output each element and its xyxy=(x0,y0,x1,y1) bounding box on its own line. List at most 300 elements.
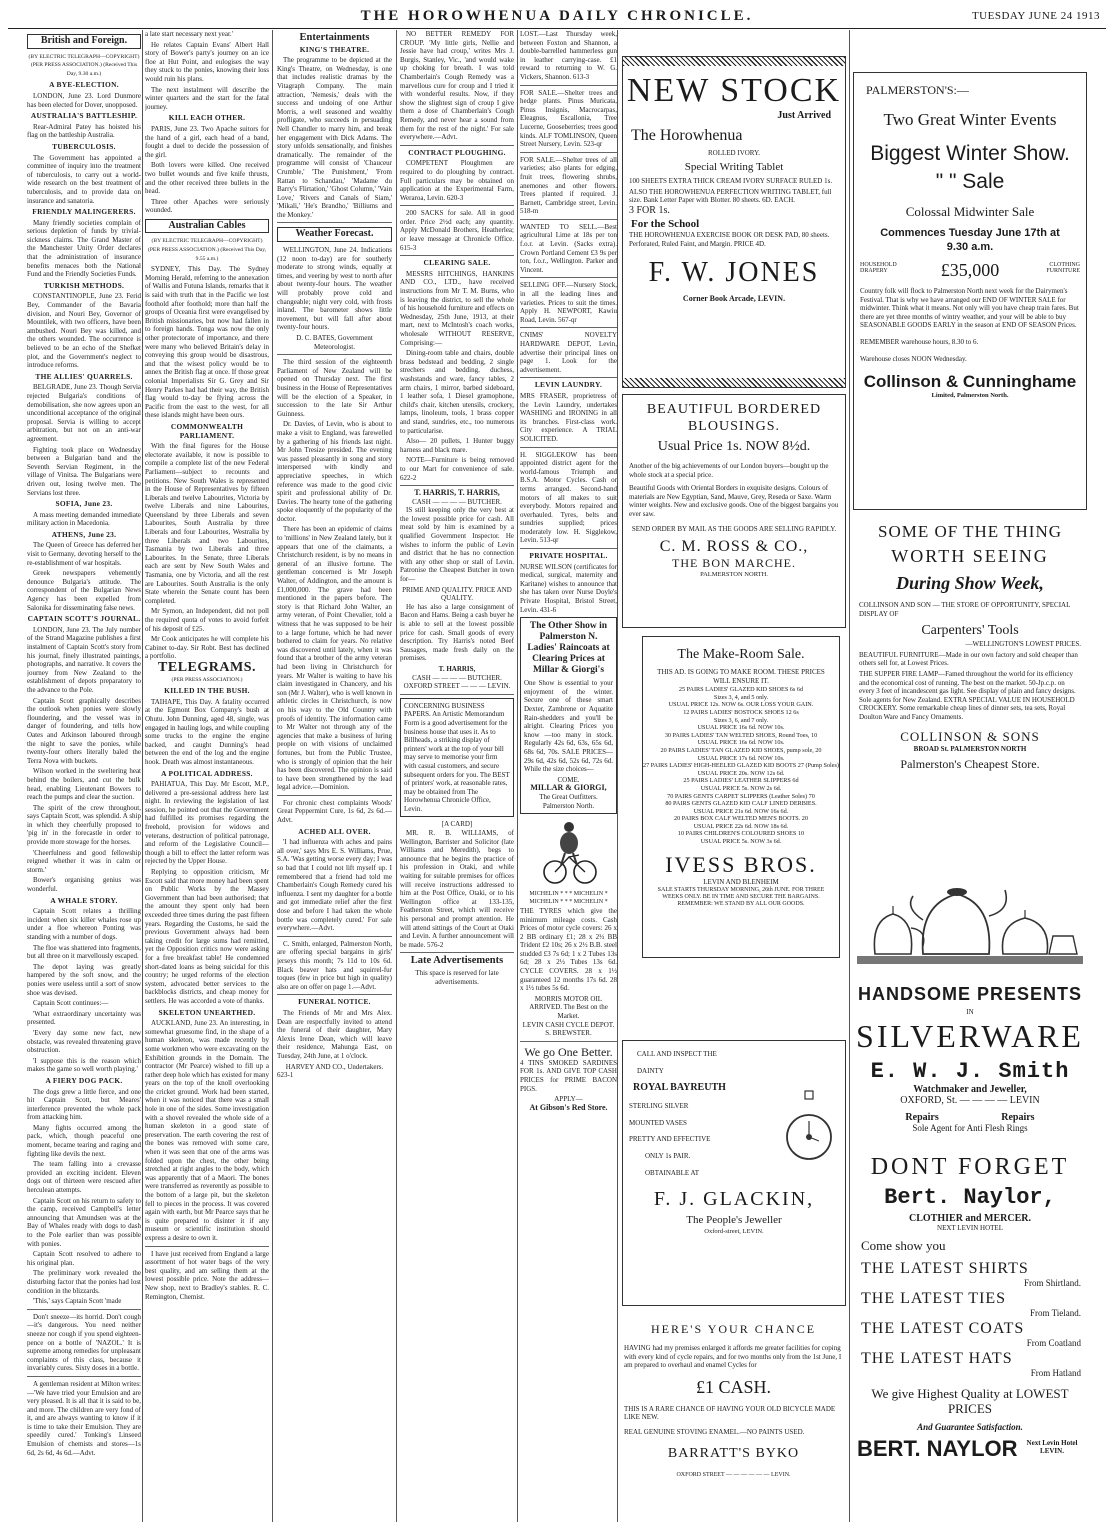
article-subheading: ATHENS, June 23. xyxy=(51,529,117,539)
ad-barratts-byko xyxy=(618,1314,849,1520)
article-paragraph: Fighting took place on Wednesday between a Bulgarian band and the Seventh Servian Regiment, in the village of Vinitsa. The Bulgarians were driven out, losing twelve men. The Servians lost three. xyxy=(27,445,141,497)
column-cables-telegrams xyxy=(145,30,269,1522)
advertisement-woods: For chronic chest complaints Woods' Great Peppermint Cure, 1s 6d, 2s 6d.—Advt. xyxy=(277,798,392,825)
article-paragraph: With the final figures for the House electorate available, it now is possible to compile a complete list of the new Federal Parliament—subject to recounts and petitions. New South Wales is represented in the House of Representatives by fifteen Liberals and twelve Labourites, Victoria by twelve Liberals and nine Labourites, Queensland by three Liberals and seven Labourites, South Australia by three Liberals and four Labourites, Westralia by three Liberals and two Labourites, Tasmania by two Liberals and three Labourites. In the Senate, three Liberals each are sent by New South Wales and Tasmania, one by Victoria, and all the rest are Labourites. South Australia is the only State wherein the Senate count has been completed. xyxy=(145,442,269,605)
printing-advertisement: CONCERNING BUSINESS PAPERS. An Artistic Memorandum Form is a good advertisement for the business house that uses it. As to Billheads, a striking display of printers' work at the top of your bill may serve to memorise your firm with casual customers, and secure subsequent orders for you. The BEST of printers' work, at reasonable rates, may be obtained from The Horowhenua Chronicle Office, Levin. xyxy=(400,698,514,818)
article-paragraph: Many fights occurred among the pack, which, though peaceful one moment, became tearing and raging and fighting like devils the next. xyxy=(27,1123,141,1158)
bicycle-illustration xyxy=(520,817,617,890)
ad-line: Palmerston's Cheapest Store. xyxy=(900,756,1040,771)
ad-line: CLOTHIER and MERCER. xyxy=(909,1213,1031,1224)
section-heading: TELEGRAMS. xyxy=(158,659,256,675)
divider xyxy=(520,219,617,220)
ad-make-room-sale xyxy=(642,636,840,958)
section-heading: Australian Cables xyxy=(145,219,269,234)
ad-subheading: Two Great Winter Events xyxy=(883,110,1057,129)
column-notices xyxy=(520,30,617,1522)
classified-notice: He has also a large consignment of Bacon and Hams. Being a cash buyer he is able to sell at the lowest possible price for cash. Small goods of every description. Try Harris's noted Beef Sausages, made fresh daily on the premises. xyxy=(400,602,514,663)
classified-notice: MRS FRASER, proprietress of the Levin Laundry, undertakes WASHING and IRONING in all its branches. First-class work. City experience. A TRIAL SOLICITED. xyxy=(520,391,617,443)
divider xyxy=(277,354,392,355)
ad-line: MORRIS MOTOR OIL ARRIVED. The Best on the Market. xyxy=(529,994,608,1021)
article-paragraph: Mr Cook anticipates he will complete his Cabinet to-day. Sir Robt. Best has declined a portfolio. xyxy=(145,635,269,661)
column-rule xyxy=(849,30,850,1522)
divider xyxy=(520,548,617,549)
ad-body: SEND ORDER BY MAIL AS THE GOODS ARE SELLING RAPIDLY. xyxy=(631,524,837,533)
ad-heading: The Make-Room Sale. xyxy=(677,647,805,662)
divider xyxy=(520,152,617,153)
price-line: 30 PAIRS LADIES' TAN WELTED SHOES, Round Toes, 10 xyxy=(664,731,818,739)
ad-body: 4 TINS SMOKED SARDINES FOR 1s. AND GIVE TOP CASH PRICES for PRIME BACON PIGS. xyxy=(520,1058,617,1093)
ad-heading: During Show Week, xyxy=(896,573,1044,593)
article-subheading: A BYE-ELECTION. xyxy=(49,80,119,90)
ad-line: Oxford-street, LEVIN. xyxy=(704,1228,764,1236)
article-paragraph: The Government has appointed a committee of inquiry into the treatment of tuberculosis, to carry out a world-wide research on the best treatment of tuberculosis, and to provide data on insurance and sanatoria. xyxy=(27,153,141,205)
ad-line: HOUSEHOLD DRAPERY xyxy=(860,262,897,274)
article-subheading: A WHALE STORY. xyxy=(50,895,118,905)
ad-line: OXFORD, St. — — — — LEVIN xyxy=(900,1095,1040,1106)
price-line: USUAL PRICE 5s. NOW 3s 6d. xyxy=(700,838,782,846)
advertiser-name: BERT. NAYLOR xyxy=(857,1436,1018,1461)
ad-item-source: From Tieland. xyxy=(1029,1308,1081,1318)
article-paragraph: 'What extraordinary uncertainty was presented. xyxy=(27,1009,141,1027)
ad-price: ONLY 1s PAIR. xyxy=(645,1151,691,1160)
ad-body: ALSO THE HOROWHENUA PERFECTION WRITING TABLET, full size. Bank Letter Paper with Blotter. 80 sheets. 6D. EACH. xyxy=(629,187,832,205)
article-subheading: ACHED ALL OVER. xyxy=(298,826,371,836)
ad-line: PRIME AND QUALITY. PRICE AND QUALITY. xyxy=(402,585,512,603)
cable-credit: (PER PRESS ASSOCIATION.) xyxy=(171,676,243,683)
advertisement-remington: I have just received from England a large assortment of hot water bags of the very best quality, and am selling them at the lowest possible price. Note the address—New shop, next to Bradley's stables. R. C. Remington, Chemist. xyxy=(145,1249,269,1301)
ad-heading: HERE'S YOUR CHANCE xyxy=(650,1322,817,1336)
ad-line: PALMERSTON NORTH. xyxy=(700,571,768,579)
article-paragraph: Wilson worked in the sweltering heat behind the boilers, and cut the bulk head, enabling Lieutenant Bowers to reach the pumps and clear the suction. xyxy=(27,767,141,802)
article-paragraph: The depot laying was greatly hampered by the soft snow, and the ponies were useless until a sort of snow shoe was devised. xyxy=(27,962,141,997)
article-paragraph: Greek newspapers vehemently denounce Bulgaria's attitude. The correspondent of the Bulgarian News Agency has been expelled from Salonika for disseminating false news. xyxy=(27,569,141,612)
price-line: Sizes 3, 4, and 5 only. xyxy=(713,693,769,701)
ad-body: 100 SHEETS EXTRA THICK CREAM IVORY SURFACE RULED 1s. xyxy=(629,177,833,185)
article-subheading: COMMONWEALTH PARLIAMENT. xyxy=(170,421,244,440)
ad-body: THE TYRES which give the minimum mileage costs. Cash Prices of motor cycle covers: 26 x 2 BB ordinary £1; 28 x 2½ BB Trident £2 10s; 26 x 2½ B.B. steel studded £3 7s 6d; 1 x 2 Tubes 13s 6d; 28 x 2½ Tubes 13s 6d. CYCLE COVERS. 28 x 1½ guaranteed 12 months 17s 6d. 28 x 1½ tubes 5s 6d. xyxy=(520,906,617,993)
ad-royal-bayreuth xyxy=(622,1040,846,1306)
classified-notice: WANTED TO SELL.—Best agricultural Lime at 18s per ton f.o.r. at Levin. (Sacks extra). Crown Portland Cement £3 9s per ton, f.o.r., Wellington. Parker and Vincent. xyxy=(520,222,617,274)
ad-body: THIS IS A RARE CHANCE OF HAVING YOUR OLD BICYCLE MADE LIKE NEW. xyxy=(624,1404,836,1422)
sale-amount-row xyxy=(854,260,1086,286)
advertiser-name: IVESS BROS. xyxy=(665,851,817,877)
article-paragraph: Captain Scott graphically describes the outlook when ponies were slowly floundering, and the vessel was in danger of foundering, and tells how Oates and Atkinson laboured through the night to save the ponies, while twenty-four others literally baled the Terra Nova with buckets. xyxy=(27,696,141,765)
ad-subheading: Biggest Winter Show. xyxy=(870,142,1070,165)
classified-notice: MESSRS HITCHINGS, HANKINS AND CO., LTD., have received instructions from Mr T. M. Burns, who is leaving the district, to sell the whole of his household furniture and effects on Wednesday, 25th June, 1913, at their mart, next to McIntosh's coach works, wholesale WITHOUT RESERVE, Comprising:— xyxy=(400,269,514,347)
article-subheading: THE ALLIES' QUARRELS. xyxy=(35,371,133,381)
ad-item: THE LATEST SHIRTS xyxy=(861,1260,1029,1277)
article-subheading: TURKISH METHODS. xyxy=(43,280,125,290)
ad-body: Warehouse closes NOON Wednesday. xyxy=(860,354,967,363)
article-paragraph: a late start necessary next year.' xyxy=(145,30,233,38)
price-line: 70 PAIRS GENTS CARPET SLIPPERS (Leather Soles) 70 xyxy=(667,792,815,800)
article-paragraph: PARIS, June 23. Two Apache suitors for the hand of a girl, each head of a band, fought a duel to decide the possession of the girl. xyxy=(145,124,269,159)
advertiser-name: BARRATT'S BYKO xyxy=(667,1445,800,1461)
price-line: USUAL PRICE 16s 6d. NOW 10s. xyxy=(697,739,785,747)
ad-line: Come show you xyxy=(861,1238,946,1253)
column-british-foreign xyxy=(27,30,141,1522)
classified-notice: Also— 20 pullets, 1 Hunter buggy harness and black mare. xyxy=(400,437,514,454)
ad-blousings xyxy=(622,394,846,628)
classified-notice: SELLING OFF.—Nursery Stock, in all the leading lines and varieties. Prices to suit the times. Apply H. NEWPORT, Kawiu Road, Levin. 567-qr xyxy=(520,281,617,324)
column-classifieds xyxy=(400,30,514,1522)
ad-line: The Great Outfitters. xyxy=(539,792,598,801)
ad-subheading: Colossal Midwinter Sale xyxy=(905,204,1035,219)
newspaper-title: THE HOROWHENUA DAILY CHRONICLE. xyxy=(360,8,754,24)
price-line: 20 PAIRS LADIES' TAN GLAZED KID SHOES, pump sole, 20 xyxy=(660,746,822,754)
article-paragraph: Captain Scott relates a thrilling incident when six killer whales rose up under a floe whereon Ponting was standing with a number of dogs. xyxy=(27,907,141,941)
section-heading: Weather Forecast. xyxy=(277,227,392,242)
divider xyxy=(277,222,392,223)
article-paragraph: The spirit of the crew throughout, says Captain Scott, was splendid. A ship in which they cheerfully proposed to 'pig in' in the forecastle in order to provide more stowage for the horses. xyxy=(27,803,141,847)
ad-body: We give Highest Quality at LOWEST PRICES xyxy=(871,1386,1069,1416)
price-line: 12 PAIRS LADIES' BOSTOCK SHOES 12 6s xyxy=(683,708,799,716)
silverware-illustration xyxy=(853,850,1087,978)
price-line: USUAL PRICE 21s 6d. NOW 16s 6d. xyxy=(693,807,789,815)
advertiser-name: T. HARRIS, T. HARRIS, xyxy=(414,488,500,498)
advertiser-name: T. HARRIS, xyxy=(438,664,476,673)
price-line: USUAL PRICE 5s. NOW 2s 6d. xyxy=(700,784,782,792)
ad-body: One Show is essential to your enjoyment of the winter. Secure one of these smart Dexter, Zambrene or Aquatite Rain-shedders and you'll be alright. Clearing Prices you know —too many in stock. Regularly 42s 6d, 63s, 65s 6d, 68s 6d, 70s. SALE PRICES—29s 6d, 42s 6d, 52s 6d, 72s 6d. While the size choices— xyxy=(524,679,613,774)
divider xyxy=(520,85,617,86)
divider xyxy=(520,377,617,378)
ad-subheading: " " Sale xyxy=(935,170,1005,193)
article-paragraph: Mr Symon, an Independent, did not poll the required quota of votes to avoid forfeit of his deposit of £25. xyxy=(145,607,269,633)
ad-item-source: From Hatland xyxy=(1030,1368,1081,1378)
article-paragraph: The dogs grew a little fierce, and one hit Captain Scott, but Meares' interference prevented the whole pack from attacking him. xyxy=(27,1087,141,1122)
signature: D. C. BATES, Government Meteorologist. xyxy=(296,334,373,351)
article-paragraph: PAHIATUA, This Day. Mr Escott, M.P., delivered a pre-sessional address here last night. In reviewing the legislation of last session, he pointed out that the Government had fulfilled its promises regarding the freehold, provision for widows and veterans, destruction of political patronage, and reform of the Legislative Council—though a bill to effect the latter reform was rejected by the Upper House. xyxy=(145,780,269,866)
ad-line: [A CARD] xyxy=(441,820,473,829)
price-line: 25 PAIRS LADIES' GLAZED KID SHOES 6s 6d xyxy=(678,686,804,694)
ad-heading: DONT FORGET xyxy=(870,1154,1070,1180)
divider xyxy=(27,1376,141,1377)
cable-credit: (BY ELECTRIC TELEGRAPH—COPYRIGHT) (PER PRESS ASSOCIATION.) (Received This Day, 9.30 a.m.) xyxy=(28,53,140,77)
article-subheading: FRIENDLY MALINGERERS. xyxy=(32,207,136,217)
cable-credit: (BY ELECTRIC TELEGRAPH—COPYRIGHT) (PER PRESS ASSOCIATION.) (Received This Day, 9.55 a.m.) xyxy=(147,238,267,262)
article-paragraph: Dr. Davies, of Levin, who is about to make a visit to England, was farewelled by a gathering of his friends last night. Mr John Tresize presided. The evening was passed pleasantly in song and story interspersed with kindly and appreciative speeches, in which reference was made to the good civic spirit and professional ability of Dr. Davies. The hearty tone of the gathering spoke eloquently of the popularity of the doctor. xyxy=(277,420,392,523)
column-rule xyxy=(142,30,143,1522)
classified-notice: CNIMS' NOVELTY HARDWARE DEPOT, Levin, advertise their principal lines on page 1. Look for the advertisement. xyxy=(520,331,617,374)
article-paragraph: BELGRADE, June 23. Though Servia rejected Bulgaria's conditions of demobilisation, she now agrees upon an unconditional acceptance of the original proposal. Servia is willing to accept arbitration, but not on an anti-war agreement. xyxy=(27,383,141,443)
divider xyxy=(520,327,617,328)
border-hatch xyxy=(623,57,845,66)
ad-line: Special Writing Tablet xyxy=(684,161,784,173)
divider xyxy=(400,485,514,486)
advertiser-name: At Gibson's Red Store. xyxy=(529,1102,608,1112)
article-paragraph: 'Every day some new fact, new obstacle, was revealed threatening grave obstruction. xyxy=(27,1028,141,1055)
ad-body: BEAUTIFUL FURNITURE—Made in our own factory and sold cheaper than others sell for, at Lowest Prices. xyxy=(859,650,1078,668)
ad-line: MOUNTED VASES xyxy=(629,1118,687,1127)
advertisement-smith: C. Smith, enlarged, Palmerston North, are offering special bargains in girls' jerseys this month; 7s 11d to 10s 6d. Black beaver hats and squirrel-fur toques (few in price but high in quality) also are on offer on page 1.—Advt. xyxy=(277,939,392,991)
classified-notice: FOR SALE.—Shelter trees and hedge plants. Pinus Muricata, Pinus Insignis, Macrocarpas, Eleagnus, Escallonia, Tree Lucerne, Gooseberries; trees good kinds. ALF TOMLINSON, Queen Street Nursery, Levin. 523-qr xyxy=(520,88,617,149)
classified-notice: NOTE—Furniture is being removed to our Mart for convenience of sale. 622-2 xyxy=(400,456,514,482)
border-hatch xyxy=(623,378,845,387)
masthead-rule xyxy=(8,28,1106,29)
ad-body: 3 FOR 1s. xyxy=(629,204,670,216)
ad-body: HAVING had my premises enlarged it affords me greater facilities for coping with every kind of cycle repairs, and for two months only from the 1st June, I am prepared to overhaul and enamel Cycles for xyxy=(624,1344,842,1370)
article-subheading: KING'S THEATRE. xyxy=(299,44,370,54)
ad-show-week xyxy=(853,516,1087,844)
article-paragraph: LONDON, June 23. The July number of the Strand Magazine publishes a first instalment of Captain Scott's story from his journal, finely illustrated paintings, photographs, and narrative. It covers the journey from New Zealand to the establishment of depots preparatory to the advance to the Pole. xyxy=(27,625,141,694)
ad-line: LEVIN AND BLENHEIM xyxy=(703,877,779,886)
funeral-notice: The Friends of Mr and Mrs Alex. Dean are respectfully invited to attend the funeral of their daughter, Mary Alexis Irene Dean, which will leave their residence, Mahunga East, on Tuesday, 24th June, at 1 o'clock. xyxy=(277,1008,392,1060)
ad-bert-naylor xyxy=(853,1154,1087,1522)
article-paragraph: Many friendly societies complain of serious depletion of funds by trivial-sickness claims. The Grand Master of the Manchester Unity Order declares that the administration of insurance benefits menaces both the National Fund and the Friendly Societies Funds. xyxy=(27,218,141,279)
classified-notice: LOST.—Last Thursday week, between Foxton and Shannon, a double-barrelled hammerless gun in leather carrying-case. £1 reward to returning to W. G. Vickers, Shannon. 613-3 xyxy=(520,30,617,81)
section-heading: Late Advertisements xyxy=(410,955,504,967)
price-line: USUAL PRICE 17s 6d. NOW 10s. xyxy=(697,754,785,762)
advertiser-name: MILLAR & GIORGI, xyxy=(530,783,607,793)
article-paragraph: 'This,' says Captain Scott 'made xyxy=(33,1297,122,1306)
ad-price: £1 CASH. xyxy=(695,1376,771,1397)
masthead xyxy=(0,0,1114,28)
ad-subheading: Carpenters' Tools xyxy=(921,623,1019,639)
ad-dates: Commences Tuesday June 17th at 9.30 a.m. xyxy=(880,227,1060,253)
price-line: USUAL PRICE 22s 6d. NOW 18s 6d. xyxy=(693,822,789,830)
divider xyxy=(400,145,514,146)
divider xyxy=(400,694,514,695)
ad-line: Palmerston North. xyxy=(542,801,595,810)
article-paragraph: WELLINGTON, June 24. Indications (12 noon to-day) are for southerly moderate to strong winds, equally at times, and veering by west to north after about twenty-four hours. The weather will probably prove cold and changeable; night very cold, with frosts inland. The barometer shows little movement, but will fall after about twenty-four hours. xyxy=(277,246,392,332)
ad-body: SALE STARTS THURSDAY MORNING, 26th JUNE. FOR THREE WEEKS ONLY. BE IN TIME AND SECURE THE BARGAINS. REMEMBER: WE STAND BY ALL OUR GOODS. xyxy=(657,886,825,908)
article-paragraph: Rear-Admiral Patey has hoisted his flag on the battleship Australia. xyxy=(27,122,141,140)
ad-body: REMEMBER warehouse hours, 8.30 to 6. xyxy=(860,337,979,346)
ad-heading: BEAUTIFUL BORDERED BLOUSINGS. xyxy=(646,402,822,434)
ad-line: OXFORD STREET — — — — — — LEVIN. xyxy=(676,1471,791,1478)
article-paragraph: The preliminary work revealed the disturbing factor that the ponies had lost condition in the blizzards. xyxy=(27,1269,141,1295)
ad-line: MICHELIN * * * MICHELIN * MICHELIN * * * MICHELIN * xyxy=(529,890,608,906)
ad-line: BROAD St. PALMERSTON NORTH xyxy=(913,744,1027,753)
classified-notice: MR. R. B. WILLIAMS, of Wellington, Barrister and Solicitor (late Williams and Meredith), begs to announce that he begins the practice of his profession in Otaki, and while waiting for suitable premises for offices will receive instructions addressed to him at the Post Office, Otaki, or to his Wellington office at 133-135, Featherston Street, which will receive his personal and prompt attention. He will attend sittings of the Court at Otaki and Levin. A further announcement will be made. 576-2 xyxy=(400,829,514,949)
article-paragraph: Captain Scott resolved to adhere to his original plan. xyxy=(27,1250,141,1267)
price-line: 20 PAIRS BOX CALF WELTED MEN'S BOOTS. 20 xyxy=(674,815,808,823)
ad-line: CASH — — — — BUTCHER. xyxy=(412,497,502,506)
column-rule xyxy=(617,30,618,1522)
advertiser-name: E. W. J. Smith xyxy=(870,1059,1070,1084)
article-paragraph: He relates Captain Evans' Albert Hall story of Bower's party's journey on an ice floe at Hut Point, and eulogises the way they stuck to the ponies, knowing their loss would ruin his plans. xyxy=(145,40,269,83)
article-subheading: SOFIA, June 23. xyxy=(55,499,113,509)
ad-line: IN xyxy=(966,1008,974,1016)
ad-item: THE LATEST COATS xyxy=(861,1320,1025,1337)
column-entertainments xyxy=(277,30,392,1522)
ad-body: THE SUPPER FIRE LAMP—Famed throughout the world for its efficiency and the economical cost of running. The best on the market. 50-Jp.c.p. on every 3 feet of incandescent gas light. See display of plain and fancy designs. Sole agents for New Zealand. EXTRA SPECIAL VALUE IN HOUSEHOLD CROCKERY. Some remarkable cheap lines of dinner sets, tea sets, Royal Doulton Ware and Fancy Ornaments. xyxy=(859,669,1076,721)
article-subheading: KILLED IN THE BUSH. xyxy=(164,686,250,696)
divider xyxy=(400,952,514,953)
price-line: Sizes 3, 6, and 7 only. xyxy=(713,716,769,724)
ad-subheading: Just Arrived xyxy=(777,110,831,121)
price-line: 80 PAIRS GENTS GLAZED KID CALF LINED DERBIES. xyxy=(665,800,817,808)
ad-line: CLOTHING FURNITURE xyxy=(1046,262,1080,274)
article-paragraph: SYDNEY, This Day. The Sydney Morning Herald, referring to the annexation of Wallis and Futuna Islands, remarks that it is said with truth that in the Pacific we lost foothold after foothold; more than half the groups of Oceania first were evangelised by British missionaries, but now had fallen in to foreign hands. Tonga was now the only other protectorate of importance, and there were many who believed Britain's delay in conveying this group would be disastrous, and that the wisest policy would be to annex the British flag at once. If those great colonial Imperialists Sir G. Grey and Sir Henry Parkes had had their way, the British flag would to-day be flying across the Pacific from the east to the west, for all these islands might have been ours. xyxy=(145,265,269,420)
ad-heading: WORTH SEEING xyxy=(891,546,1049,566)
ad-line: CASH — — — — BUTCHER. xyxy=(412,673,502,682)
ad-line: Watchmaker and Jeweller, xyxy=(913,1084,1027,1095)
ad-line: STERLING SILVER xyxy=(629,1102,689,1111)
article-paragraph: A mass meeting demanded immediate military action in Macedonia. xyxy=(27,510,141,528)
pocket-watch-icon xyxy=(783,1089,835,1181)
ad-silverware xyxy=(853,984,1087,1152)
ad-body: Beautiful Goods with Oriental Borders in exquisite designs. Colours of materials are New Egyptian, Sand, Mauve, Grey, Reseda or Saxe. Warm winter weights. New and exclusive goods. One of the biggest bargains you ever saw. xyxy=(629,484,839,518)
article-paragraph: Three other Apaches were seriously wounded. xyxy=(145,197,269,215)
article-subheading: CLEARING SALE. xyxy=(423,258,491,268)
advertisement-croup: NO BETTER REMEDY FOR CROUP. 'My little girls, Nellie and Jessie have had croup,' writes Mrs J. Burgis, Stanley, Vic., 'and would wake up choking for breath. I was told Chamberlain's Cough Remedy was a marvellous cure for croup and I tried it with wonderful results. Now, if they show the slightest sign of croup I give them a dose of Chamberlain's Cough Remedy, and never hear a sound from them for the rest of the night.' For sale everywhere.—Advt. xyxy=(400,30,514,142)
divider xyxy=(277,936,392,937)
article-paragraph: 'I suppose this is the reason which makes the game so well worth playing.' xyxy=(27,1056,141,1074)
article-paragraph: AUCKLAND, June 23. An interesting, in somewhat gruesome find, in the shape of a human skeleton, was made recently by some workmen who were excavating on the Exhibition grounds in the Domain. The contractor (Mr Pearce) wished to fill up a rather deep hole which has existed for many years on the top of the knoll overlooking the cricket ground. Work had been started, when it was noticed that there was a small hole in one of the sides. Some investigation with a shovel revealed the whole side of a human skeleton in a good state of preservation. The earth covering the rest of the bones was removed with some care, when it was seen that one of the arms was folded upon the chest, the other being stretched at right angles to the body, which was apparently that of a Maori. The bones were transferred as reverently as possible to the bottom of a large pit, but the skeleton fell to pieces in the process. It was covered again with earth, but Mr Pearce says that he is quite prepared to disinter it if any museum or scientific institution should express a desire to own it. xyxy=(145,1019,269,1242)
ad-palmerston-winter xyxy=(853,72,1087,510)
divider xyxy=(400,255,514,256)
ad-heading: ROYAL BAYREUTH xyxy=(633,1082,726,1094)
advertiser-name: COLLINSON & SONS xyxy=(900,728,1040,744)
ad-line: OXFORD STREET — — — LEVIN. xyxy=(403,682,511,691)
naylor-footer xyxy=(853,1436,1087,1466)
ad-line: Corner Book Arcade, LEVIN. xyxy=(682,293,786,303)
article-paragraph: Both lovers were killed. One received two bullet wounds and five knife thrusts, and the other received three bullets in the head. xyxy=(145,161,269,196)
divider xyxy=(520,447,617,448)
ad-body: Another of the big achievements of our London buyers—bought up the whole stock at a special price. xyxy=(629,462,829,479)
ad-new-stock xyxy=(622,56,846,388)
advertisement-nazol: Don't sneeze—its horrid. Don't cough—it's dangerous. You need neither sneeze nor cough if you spend eighteen-pence on a bottle of 'NAZOL.' It is supreme among remedies for unpleasant complaints of this class, because it invariably cures. Sixty doses in a bottle. xyxy=(27,1312,141,1373)
price-line: 27 PAIRS LADIES' HIGH-HEELED GLAZED KID BOOTS 27 (Pump Soles) USUAL PRICE 20s. NOW 12s 6d. xyxy=(643,762,839,777)
article-paragraph: Replying to opposition criticism, Mr Escott said that more money had been spent on Public Works by the Massey Government than had been authorised; that the amount they spent only had been exceeded three times during the past fifteen years. Regarding the Customs, he said the previous Government always had been taking credit for large sums had remitted, yet the Opposition critics now were asking for a free breakfast table! He condemned short-dated loans as being suicidal for this country; he urged reforms of the election system, advocated better services to the backblocks districts, and cheap money for settlers. He was accorded a vote of thanks. xyxy=(145,868,269,1005)
ad-line: COME. xyxy=(557,775,580,784)
ad-line: NEXT LEVIN HOTEL xyxy=(937,1224,1003,1232)
article-subheading: A POLITICAL ADDRESS. xyxy=(161,768,253,778)
article-paragraph: The next instalment will describe the winter quarters and the start for the fatal journey. xyxy=(145,85,269,111)
signature: HARVEY AND CO., Undertakers. xyxy=(285,1062,384,1071)
article-subheading: LEVIN LAUNDRY. xyxy=(534,380,603,390)
price-line: 10 PAIRS CHILDREN'S COLOURED SHOES 10 xyxy=(677,830,805,838)
ad-line: CALL AND INSPECT THE xyxy=(637,1050,717,1058)
issue-date: TUESDAY JUNE 24 1913 xyxy=(971,10,1100,22)
advertiser-name: C. M. ROSS & CO., xyxy=(659,538,809,556)
ad-line: Repairs Repairs xyxy=(905,1112,1035,1123)
article-subheading: KILL EACH OTHER. xyxy=(168,113,246,123)
ad-item-source: From Coatland xyxy=(1026,1338,1081,1348)
ad-heading: HANDSOME PRESENTS xyxy=(857,984,1083,1004)
divider xyxy=(520,1041,617,1042)
ad-line: THE BON MARCHE. xyxy=(671,556,796,571)
article-paragraph: TAIHAPE, This Day. A fatality occurred at the Egmont Box Company's bush at Ohutu. John Dunning, aged 48, single, was engaged in hauling logs, and while coupling some trucks to the engine the engine backed, and caught Dunning's head between the end of the log and the engine hook. Death was almost instantaneous. xyxy=(145,697,269,766)
ad-line: LEVIN CASH CYCLE DEPOT. S. BREWSTER. xyxy=(522,1020,615,1038)
classified-notice: 200 SACKS for sale. All in good order. Price 2½d each; any quantity. Apply McDonald Brothers, Heatherlea; or leave message at Chronicle Office. 615-3 xyxy=(400,209,514,252)
classified-notice: FOR SALE.—Shelter trees of all varieties; also plants for edging, fruit trees, flowering shrubs, anemones and other flowers. Trees planted if required. J. Barnett, Cambridge street, Levin. 518-m xyxy=(520,155,617,216)
ad-line: OBTAINABLE AT xyxy=(645,1168,700,1177)
divider xyxy=(400,205,514,206)
ad-heading: We go One Better. xyxy=(524,1044,613,1059)
advertiser-name: Collinson & Cunninghame xyxy=(863,372,1077,392)
ad-line: Sole Agent for Anti Flesh Rings xyxy=(912,1123,1028,1133)
column-rule xyxy=(396,30,397,1522)
ad-item: THE LATEST TIES xyxy=(861,1290,1007,1307)
classified-notice: NURSE WILSON (certificates for medical, surgical, maternity and Karitane) wishes to announce that she has taken over Nurse Doyle's Private Hospital, Bristol Street, Levin. 431-6 xyxy=(520,562,617,614)
ad-line: The People's Jeweller xyxy=(686,1214,782,1227)
classified-notice: H. SIGGLEKOW has been appointed district agent for the world-famous Triumph and B.S.A. Motor Cycles. Cash or terms arranged. Second-hand motors of all makes to suit everybody. Motors repaired and overhauled. Tyres, belts and sundries supplied; prices moderately low. H. Sigglekow, Levin. 513-qr xyxy=(520,450,617,545)
article-paragraph: Captain Scott on his return to safety to the camp, received Campbell's letter announcing that Amundsen was at the Bay of Whales ready with dogs to dash to the Pole earlier than was possible with ponies. xyxy=(27,1196,141,1248)
ad-body: COLLINSON AND SON — THE STORE OF OPPORTUNITY, SPECIAL DISPLAY OF xyxy=(859,601,1071,618)
ad-subheading: For the School xyxy=(631,218,700,231)
divider xyxy=(145,1246,269,1247)
ad-line: PRETTY AND EFFECTIVE xyxy=(629,1135,711,1144)
article-subheading: CAPTAIN SCOTT'S JOURNAL. xyxy=(27,614,141,624)
article-paragraph: The team falling into a crevasse provided an exciting incident. Eleven dogs out of thirteen were rescued after herculean attempts. xyxy=(27,1160,141,1195)
ad-price: £35,000 xyxy=(940,260,1000,280)
article-paragraph: The third session of the eighteenth Parliament of New Zealand will be opened on Thursday next. The first business in the House of Representatives will be the election of a Speaker, in succession to the late Sir Arthur Guinness. xyxy=(277,358,392,418)
ad-line: DAINTY xyxy=(637,1066,664,1075)
article-subheading: TUBERCULOSIS. xyxy=(52,141,116,151)
article-subheading: AUSTRALIA'S BATTLESHIP. xyxy=(30,111,138,121)
reference-number: 623-1 xyxy=(277,1071,294,1080)
article-subheading: CONTRACT PLOUGHING. xyxy=(408,147,506,157)
ad-body: THIS AD. IS GOING TO MAKE ROOM. THESE PRICES WILL ENSURE IT. xyxy=(657,668,825,685)
price-line: 25 PAIRS LADIES' LEATHER SLIPPERS 6d xyxy=(683,777,799,785)
ad-item-source: From Shirtland. xyxy=(1023,1278,1081,1288)
silver-tea-service-icon xyxy=(853,850,1087,978)
classified-notice: COMPETENT Ploughmen are required to do ploughing by contract. Full particulars may be obtained on application at the Experimental Farm, Weraroa, Levin. 620-3 xyxy=(400,159,514,202)
column-rule xyxy=(517,30,518,1522)
ad-line: APPLY— xyxy=(554,1095,583,1104)
divider xyxy=(277,795,392,796)
ad-line: This space is reserved for late advertisements. xyxy=(415,968,499,986)
ad-heading: SILVERWARE xyxy=(856,1018,1084,1054)
article-paragraph: Bower's organising genius was wonderful. xyxy=(27,876,141,894)
classified-notice: Dining-room table and chairs, double brass bedstead and bedding, 2 single strechers and bedding, duchess, washstands and ware, fancy tables, 2 arm chairs, 1 mirror, barbed sideboard, 1 leather sofa, 1 Diesel gramophone, child's chair, kitchen utensils, crockery, lamps, linoleum, tools, 1 brass copper and stand, sundries, etc., too numerous to particularise. xyxy=(400,349,514,435)
ad-line: Next Levin Hotel LEVIN. xyxy=(1026,1439,1078,1455)
section-heading: Entertainments xyxy=(299,32,370,43)
advertiser-name: F. W. JONES xyxy=(648,256,820,288)
ad-item: THE LATEST HATS xyxy=(861,1350,1013,1367)
ad-price: Usual Price 1s. NOW 8½d. xyxy=(657,439,811,454)
divider xyxy=(277,994,392,995)
advertiser-name: F. J. GLACKIN, xyxy=(653,1188,815,1211)
article-paragraph: There has been an epidemic of claims to 'millions' in New Zealand lately, but it appears that one of the claimants, a Christchurch resident, is by no means in general of an illusive fortune. The gentleman concerned is Mr Joseph Walter, of Addington, and the amount is £1,000,000. The grave had been mentioned in the papers before. The story is that Richard John Walter, an army veteran, of Point Chevalier, told a witness that he was supposed to be heir to a large fortune, which he had never bothered to claim for years. No relative was discovered until lately, when it was found that a brother of the army veteran had been living in Christchurch for years. Mr Walter is waiting to have his claim investigated in Chancery, and his son (Mr J. Walter), who is well known in athletic circles in Christchurch, is now on his way to the Old Country with proofs of identity. The information came to Mr Walter not through any of the agencies that make a business of luring people on with visions of unclaimed fortunes, but from the Public Trustee, who is strongly of opinion that the heir has been discovered. The opinion is said to have been strengthened by the lead legal advice.—Dominion. xyxy=(277,525,392,792)
ad-body: REAL GENUINE STOVING ENAMEL.—NO PAINTS USED. xyxy=(624,1427,805,1436)
divider xyxy=(520,277,617,278)
ad-body: —WELLINGTON'S LOWEST PRICES. xyxy=(965,640,1081,649)
ad-body: THE HOROWHENUA EXERCISE BOOK OR DESK PAD, 80 sheets. Perforated, Ruled Faint, and Margin. PRICE 4D. xyxy=(629,231,830,248)
millar-giorgi-advertisement xyxy=(520,617,617,814)
section-heading: British and Foreign. xyxy=(27,34,141,49)
classified-notice: IS still keeping only the very best at the lowest possible price for cash. All meat sold by him is examined by a qualified Government Inspector. He wishes to inform the public of Levin and district that he has no connection with any other shop or stall of Levin. Patronise the Cheapest Butcher in town for— xyxy=(400,506,514,584)
advertisement-chamberlain: 'I had influenza with aches and pains all over,' says Mrs E. S. Williams, Prue, S.A. 'Was getting worse every day; I was so bad that I could not lift myself up. I remembered that a friend had told me Chamberlain's Cough Remedy cured his influenza. I sent my daughter for a bottle and got immediate relief after the first dose and before I had taken the whole bottle was completely cured.' For sale everywhere.—Advt. xyxy=(277,838,392,933)
column-rule xyxy=(272,30,273,1522)
ad-heading: NEW STOCK xyxy=(626,72,842,109)
ad-line: And Guarantee Satisfaction. xyxy=(917,1422,1023,1432)
advertisement-emulsion: A gentleman resident at Milton writes:—'We have tried your Emulsion and are very pleased. It is all that it is said to be, and more. The children are very fond of it, and are always wanting to know if it is time to take their Emulsion. They are speedily cured.' Tonking's Linseed Emulsion of chemists and stores—1s 6d, 2s 6d, 4s 6d.—Advt. xyxy=(27,1379,141,1457)
article-paragraph: LONDON, June 23. Lord Dunmore has been elected for Dover, unopposed. xyxy=(27,91,141,109)
article-paragraph: The floe was shattered into fragments, but all three on it marvellously escaped. xyxy=(27,943,141,961)
ad-heading: PALMERSTON'S:— xyxy=(866,83,969,97)
price-line: USUAL PRICE 12s. NOW 6s. OUR LOSS YOUR GAIN. xyxy=(668,701,814,709)
ad-line: ROLLED IVORY. xyxy=(708,149,760,157)
ad-body: Country folk will flock to Palmerston North next week for the Dairymen's Festival. That is why we have arranged our END OF WINTER SALE for midwinter. Think what it means. Not only will you have cheap train fares. But there are yet three months of wintry weather, and your will be able to buy SEASONABLE GOODS EARLY in the season at END OF SEASON Prices. xyxy=(860,287,1079,330)
article-subheading: A FIERY DOG PACK. xyxy=(45,1075,123,1085)
ad-heading: SOME OF THE THING xyxy=(877,522,1063,541)
article-paragraph: The programme to be depicted at the King's Theatre, on Wednesday, is one that includes realistic dramas by the Vitagraph Company. The main attraction, 'Nemesis,' deals with the success and undoing of one Arthur Morris, a well seasoned and wealthy profligate, who succeeds in persuading Nell Chandler to marry him, and break her engagement with Dick Adams. The story unfolds sensationally, and finishes dramatically. The remainder of the programme will consist of 'Chauceur Crumble,' 'The Punishment,' 'From Rattan to Schandau,' 'Madame du Barry's Flirtation,' 'Ghost Column,' 'Vain Love,' 'Rivers and Canals of Siam,' 'Mikali,' 'He's Brandho,' 'Billiums and the Monkey.' xyxy=(277,56,392,219)
bicycle-rider-icon xyxy=(539,817,599,887)
price-line: USUAL PRICE 16s 6d. NOW 10s. xyxy=(697,724,785,732)
article-paragraph: CONSTANTINOPLE, June 23. Ferid Bey, Commander of the Bavaria division, and Nouri Bey, Governor of Mountilek, with two officers, have been ambushed. Nouri Bey was killed, and the others wounded. The occurrence is believed to be an echo of the Shefket plot, and the Government's neglect to introduce reforms. xyxy=(27,292,141,370)
article-subheading: PRIVATE HOSPITAL. xyxy=(529,551,608,561)
ad-line: Limited, Palmerston North. xyxy=(931,392,1009,400)
article-paragraph: 'Cheerfulness and good fellowship reigned whether it was in calm or storm.' xyxy=(27,848,141,874)
article-subheading: FUNERAL NOTICE. xyxy=(298,997,371,1007)
advertiser-name: Bert. Naylor, xyxy=(884,1185,1056,1210)
article-subheading: SKELETON UNEARTHED. xyxy=(158,1007,256,1017)
ad-heading: The Other Show in Palmerston N. Ladies' Raincoats at Clearing Prices at Millar & Giorgi's xyxy=(527,621,610,676)
article-paragraph: Captain Scott continues:— xyxy=(33,999,109,1008)
